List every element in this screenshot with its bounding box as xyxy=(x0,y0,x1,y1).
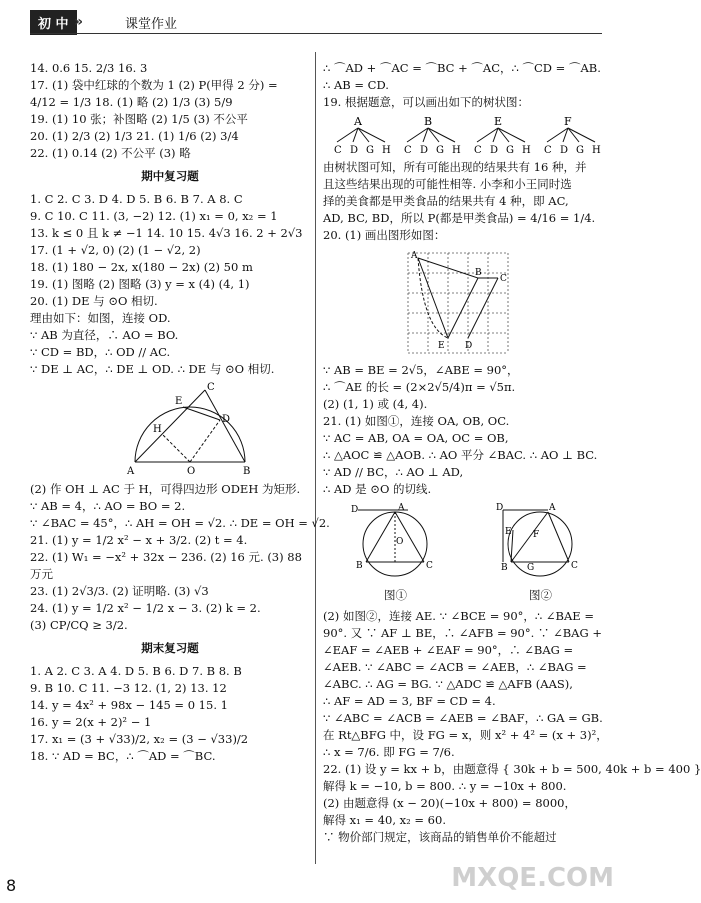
answer-line: 4/12 = 1/3 18. (1) 略 (2) 1/3 (3) 5/9 xyxy=(30,95,233,109)
left-column xyxy=(30,60,330,765)
tree-leaf: C xyxy=(334,145,342,156)
answer-line: (2) 如图②，连接 AE. ∵ ∠BCE = 90°，∴ ∠BAE = xyxy=(323,609,594,623)
answers-block-5 xyxy=(323,362,613,498)
tree-root: A xyxy=(354,115,362,128)
tree-leaf: H xyxy=(382,145,391,156)
tree-leaf: G xyxy=(506,145,514,156)
answer-line: 解得 x₁ = 40, x₂ = 60. xyxy=(323,813,446,827)
tree-leaf: D xyxy=(350,145,359,156)
svg-text:D: D xyxy=(222,414,231,425)
answer-line: ∵ AB = BE = 2√5，∠ABE = 90°， xyxy=(323,363,519,377)
page-header xyxy=(30,10,602,34)
tree-leaf: G xyxy=(576,145,584,156)
answer-line: 1. A 2. C 3. A 4. D 5. B 6. D 7. B 8. B xyxy=(30,664,242,678)
svg-text:C: C xyxy=(426,561,433,571)
grade-tag: 初 中 xyxy=(30,10,77,35)
answer-line: ∵ AB 为直径，∴ AO = BO. xyxy=(30,328,179,342)
svg-text:C: C xyxy=(207,382,215,393)
svg-text:E: E xyxy=(438,341,445,351)
answer-line: 17. (1 + √2, 0) (2) (1 − √2, 2) xyxy=(30,243,201,257)
circle-figures xyxy=(323,502,613,604)
tree-branch xyxy=(358,128,385,142)
answers-block-midterm xyxy=(30,191,310,378)
right-column xyxy=(323,60,701,846)
tree-leaf: D xyxy=(490,145,499,156)
answer-line: 20. (1) 画出图形如图： xyxy=(323,228,446,242)
column-separator xyxy=(315,52,316,864)
answer-line: 16. y = 2(x + 2)² − 1 xyxy=(30,715,152,729)
tree-branch xyxy=(337,128,358,142)
answer-line: ∵ AB = 4，∴ AO = BO = 2. xyxy=(30,499,186,513)
answer-line: ∴ ⌒AD + ⌒AC = ⌒BC + ⌒AC，∴ ⌒CD = ⌒AB. xyxy=(323,61,601,75)
answer-line: 理由如下：如图，连接 OD. xyxy=(30,311,171,325)
figure-2 xyxy=(493,502,588,604)
answer-line: 22. (1) W₁ = −x² + 32x − 236. (2) 16 元. (3) 88 xyxy=(30,550,302,564)
svg-text:A: A xyxy=(127,466,135,477)
answer-line: ∵ 物价部门规定，该商品的销售单价不能超过 xyxy=(323,830,557,844)
answer-line: 17. x₁ = (3 + √33)/2, x₂ = (3 − √33)/2 xyxy=(30,732,249,746)
tree-branch xyxy=(358,128,369,142)
svg-text:O: O xyxy=(396,537,404,547)
answer-line: (2) 由题意得 (x − 20)(−10x + 800) = 8000， xyxy=(323,796,576,810)
answer-line: ∴ AD 是 ⊙O 的切线. xyxy=(323,482,432,496)
svg-text:A: A xyxy=(411,251,418,261)
svg-text:B: B xyxy=(475,268,482,278)
svg-text:A: A xyxy=(549,503,556,513)
svg-text:C: C xyxy=(500,274,507,284)
answers-block-6 xyxy=(323,608,701,846)
svg-text:H: H xyxy=(153,424,162,435)
tree-root: E xyxy=(494,115,503,128)
tree-leaf: D xyxy=(420,145,429,156)
tree-leaf: H xyxy=(522,145,531,156)
tree-branch xyxy=(547,128,568,142)
answer-line: 14. 0.6 15. 2/3 16. 3 xyxy=(30,61,148,75)
svg-text:A: A xyxy=(398,503,405,513)
answer-line: ∵ DE ⊥ AC，∴ DE ⊥ OD. ∴ DE 与 ⊙O 相切. xyxy=(30,362,275,376)
figure-1 xyxy=(348,502,443,604)
tree-leaf: C xyxy=(404,145,412,156)
answer-line: 14. y = 4x² + 98x − 145 = 0 15. 1 xyxy=(30,698,228,712)
answer-line: 13. k ≤ 0 且 k ≠ −1 14. 10 15. 4√3 16. 2 + 2√3 xyxy=(30,226,303,240)
tree-diagram xyxy=(323,115,613,155)
svg-text:B: B xyxy=(501,563,508,573)
tree-branch xyxy=(568,128,595,142)
svg-text:O: O xyxy=(187,466,196,477)
answer-line: (3) CP/CQ ≥ 3/2. xyxy=(30,618,128,632)
answer-line: 21. (1) 如图①，连接 OA, OB, OC. xyxy=(323,414,510,428)
svg-text:D: D xyxy=(465,341,473,351)
answer-line: 23. (1) 2√3/3. (2) 证明略. (3) √3 xyxy=(30,584,209,598)
answer-line: 9. C 10. C 11. (3, −2) 12. (1) x₁ = 0, x₂ = 1 xyxy=(30,209,278,223)
answer-line: ∠EAF = ∠AEB + ∠EAF = 90°，∴ ∠BAG = xyxy=(323,643,574,657)
answer-line: ∵ AD // BC，∴ AO ⊥ AD, xyxy=(323,465,464,479)
answer-line: 17. (1) 袋中红球的个数为 1 (2) P(甲得 2 分) = xyxy=(30,78,278,92)
answer-line: ∠AEB. ∵ ∠ABC = ∠ACB = ∠AEB，∴ ∠BAG = xyxy=(323,660,587,674)
tree-branch xyxy=(428,128,439,142)
answer-line: ∴ AB = CD. xyxy=(323,78,389,92)
svg-text:E: E xyxy=(505,527,512,537)
answers-block-2 xyxy=(30,481,330,634)
answer-line: 解得 k = −10, b = 800. ∴ y = −10x + 800. xyxy=(323,779,567,793)
answers-block-3 xyxy=(323,60,613,111)
answer-line: 1. C 2. C 3. D 4. D 5. B 6. B 7. A 8. C xyxy=(30,192,243,206)
answer-line: 21. (1) y = 1/2 x² − x + 3/2. (2) t = 4. xyxy=(30,533,248,547)
answer-line: 由树状图可知，所有可能出现的结果共有 16 种，并 xyxy=(323,160,587,174)
tree-leaf: H xyxy=(592,145,601,156)
svg-text:G: G xyxy=(527,563,535,573)
answer-line: 19. (1) 10 张；补图略 (2) 1/5 (3) 不公平 xyxy=(30,112,248,126)
answer-line: 20. (1) DE 与 ⊙O 相切. xyxy=(30,294,158,308)
answer-line: ∴ ⌒AE 的长 = (2×2√5/4)π = √5π. xyxy=(323,380,516,394)
svg-text:D: D xyxy=(496,503,504,513)
figure-2-caption: 图② xyxy=(529,588,552,602)
final-title: 期末复习题 xyxy=(141,641,199,655)
tree-branch xyxy=(428,128,455,142)
answer-line: 择的美食都是甲类食品的结果共有 4 种，即 AC, xyxy=(323,194,569,208)
grid-figure xyxy=(323,248,613,358)
header-rule xyxy=(30,33,602,34)
answer-line: 18. (1) 180 − 2x, x(180 − 2x) (2) 50 m xyxy=(30,260,253,274)
chevron-icon: » xyxy=(74,14,84,30)
answer-line: 9. B 10. C 11. −3 12. (1, 2) 13. 12 xyxy=(30,681,227,695)
answer-line: ∴ x = 7/6. 即 FG = 7/6. xyxy=(323,745,455,759)
svg-text:D: D xyxy=(351,505,359,515)
tree-leaf: C xyxy=(474,145,482,156)
tree-leaf: D xyxy=(560,145,569,156)
svg-text:E: E xyxy=(175,396,183,407)
tree-root: B xyxy=(424,115,433,128)
midterm-title: 期中复习题 xyxy=(141,169,199,183)
answer-line: 20. (1) 2/3 (2) 1/3 21. (1) 1/6 (2) 3/4 xyxy=(30,129,239,143)
page-number: 8 xyxy=(6,876,17,895)
figure-1-caption: 图① xyxy=(384,588,407,602)
answer-line: (2) 作 OH ⊥ AC 于 H，可得四边形 ODEH 为矩形. xyxy=(30,482,301,496)
answer-line: 22. (1) 0.14 (2) 不公平 (3) 略 xyxy=(30,146,191,160)
tree-branch xyxy=(477,128,498,142)
tree-branch xyxy=(407,128,428,142)
tree-leaf: G xyxy=(436,145,444,156)
answer-line: ∵ AC = AB, OA = OA, OC = OB, xyxy=(323,431,509,445)
answers-block-1 xyxy=(30,60,310,162)
tree-leaf: H xyxy=(452,145,461,156)
tree-branch xyxy=(498,128,509,142)
answer-line: ∵ CD = BD，∴ OD // AC. xyxy=(30,345,171,359)
answer-line: ∴ △AOC ≌ △AOB. ∴ AO 平分 ∠BAC. ∴ AO ⊥ BC. xyxy=(323,448,598,462)
answer-line: 万元 xyxy=(30,567,53,581)
svg-text:F: F xyxy=(533,530,540,540)
answer-line: 22. (1) 设 y = kx + b，由题意得 { 30k + b = 500, 40k + b = 400 } xyxy=(323,762,701,776)
svg-text:B: B xyxy=(356,561,363,571)
answer-line: 90°. 又 ∵ AF ⊥ BE，∴ ∠AFB = 90°. ∵ ∠BAG + xyxy=(323,626,602,640)
answer-line: ∠ABC. ∴ AG = BG. ∵ △ADC ≌ △AFB (AAS), xyxy=(323,677,573,691)
answer-line: 19. 根据题意，可以画出如下的树状图： xyxy=(323,95,529,109)
answer-line: 且这些结果出现的可能性相等. 小李和小王同时选 xyxy=(323,177,572,191)
answer-line: 18. ∵ AD = BC，∴ ⌒AD = ⌒BC. xyxy=(30,749,216,763)
answers-block-final xyxy=(30,663,310,765)
tree-branch xyxy=(498,128,525,142)
answer-line: (2) (1, 1) 或 (4, 4). xyxy=(323,397,428,411)
tree-leaf: C xyxy=(544,145,552,156)
answer-line: 24. (1) y = 1/2 x² − 1/2 x − 3. (2) k = 2. xyxy=(30,601,261,615)
answers-block-4 xyxy=(323,159,613,244)
answer-line: 19. (1) 图略 (2) 图略 (3) y = x (4) (4, 1) xyxy=(30,277,250,291)
header-title: 课堂作业 xyxy=(125,17,178,32)
answer-line: ∵ ∠ABC = ∠ACB = ∠AEB = ∠BAF，∴ GA = GB. xyxy=(323,711,603,725)
answer-line: AD, BC, BD，所以 P(都是甲类食品) = 4/16 = 1/4. xyxy=(323,211,596,225)
answer-line: 在 Rt△BFG 中，设 FG = x，则 x² + 4² = (x + 3)²， xyxy=(323,728,608,742)
tree-branch xyxy=(568,128,579,142)
svg-text:C: C xyxy=(571,561,578,571)
answer-line: ∴ AF = AD = 3, BF = CD = 4. xyxy=(323,694,496,708)
semicircle-figure xyxy=(30,382,310,477)
watermark-logo: MXQE.COM xyxy=(451,863,614,893)
tree-root: F xyxy=(564,115,572,128)
svg-text:B: B xyxy=(243,466,251,477)
tree-leaf: G xyxy=(366,145,374,156)
answer-line: ∵ ∠BAC = 45°，∴ AH = OH = √2. ∴ DE = OH = √2. xyxy=(30,516,330,530)
